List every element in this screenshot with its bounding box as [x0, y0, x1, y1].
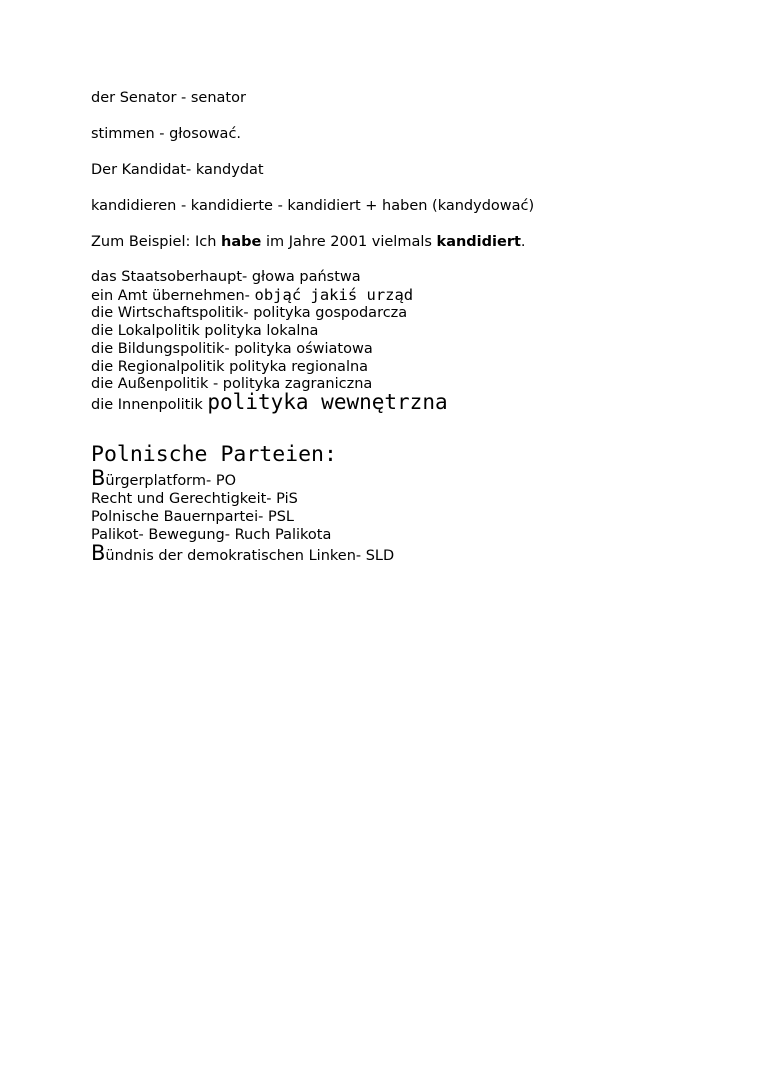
vocab-kandidat: Der Kandidat- kandydat: [91, 162, 264, 178]
party-item: Polnische Bauernpartei- PSL: [91, 508, 294, 525]
politics-line: die Außenpolitik - polityka zagraniczna: [91, 376, 373, 393]
politics-line: [91, 389, 731, 415]
example-sentence: [91, 233, 731, 251]
example-suffix: .: [520, 234, 526, 250]
politics-line-pl: objąć jakiś urząd: [254, 285, 414, 304]
politics-line: die Wirtschaftspolitik- polityka gospodarcza: [91, 305, 408, 322]
example-bold-habe: habe: [221, 234, 262, 250]
party-name: ündnis der demokratischen Linken- SLD: [105, 547, 395, 564]
party-initial: B: [91, 465, 106, 490]
party-initial: B: [91, 540, 106, 565]
politics-line: das Staatsoberhaupt- głowa państwa: [91, 269, 361, 285]
party-item: Recht und Gerechtigkeit- PiS: [91, 490, 298, 507]
document-page: [91, 89, 731, 565]
example-bold-kandidiert: kandidiert: [436, 234, 521, 250]
politics-line-de: ein Amt übernehmen-: [91, 287, 255, 304]
politics-line: die Lokalpolitik polityka lokalna: [91, 323, 319, 340]
party-item: [91, 465, 731, 490]
politics-line-de: die Innenpolitik: [91, 396, 208, 413]
politics-line: die Bildungspolitik- polityka oświatowa: [91, 340, 373, 357]
parties-list: [91, 465, 731, 565]
politics-line-pl: polityka wewnętrzna: [207, 389, 448, 414]
vocab-senator: der Senator - senator: [91, 90, 246, 106]
parties-heading: Polnische Parteien:: [91, 441, 337, 467]
politics-line: die Regionalpolitik polityka regionalna: [91, 358, 369, 375]
party-item: [91, 540, 731, 565]
vocab-stimmen: stimmen - głosować.: [91, 126, 242, 142]
example-middle: im Jahre 2001 vielmals: [261, 234, 437, 250]
politics-vocab-list: [91, 269, 731, 415]
vocab-kandidieren: kandidieren - kandidierte - kandidiert + haben (kandydować): [91, 198, 535, 214]
party-item: Palikot- Bewegung- Ruch Palikota: [91, 526, 332, 543]
example-prefix: Zum Beispiel: Ich: [91, 234, 222, 250]
politics-line: [91, 287, 731, 306]
party-name: ürgerplatform- PO: [105, 472, 237, 489]
